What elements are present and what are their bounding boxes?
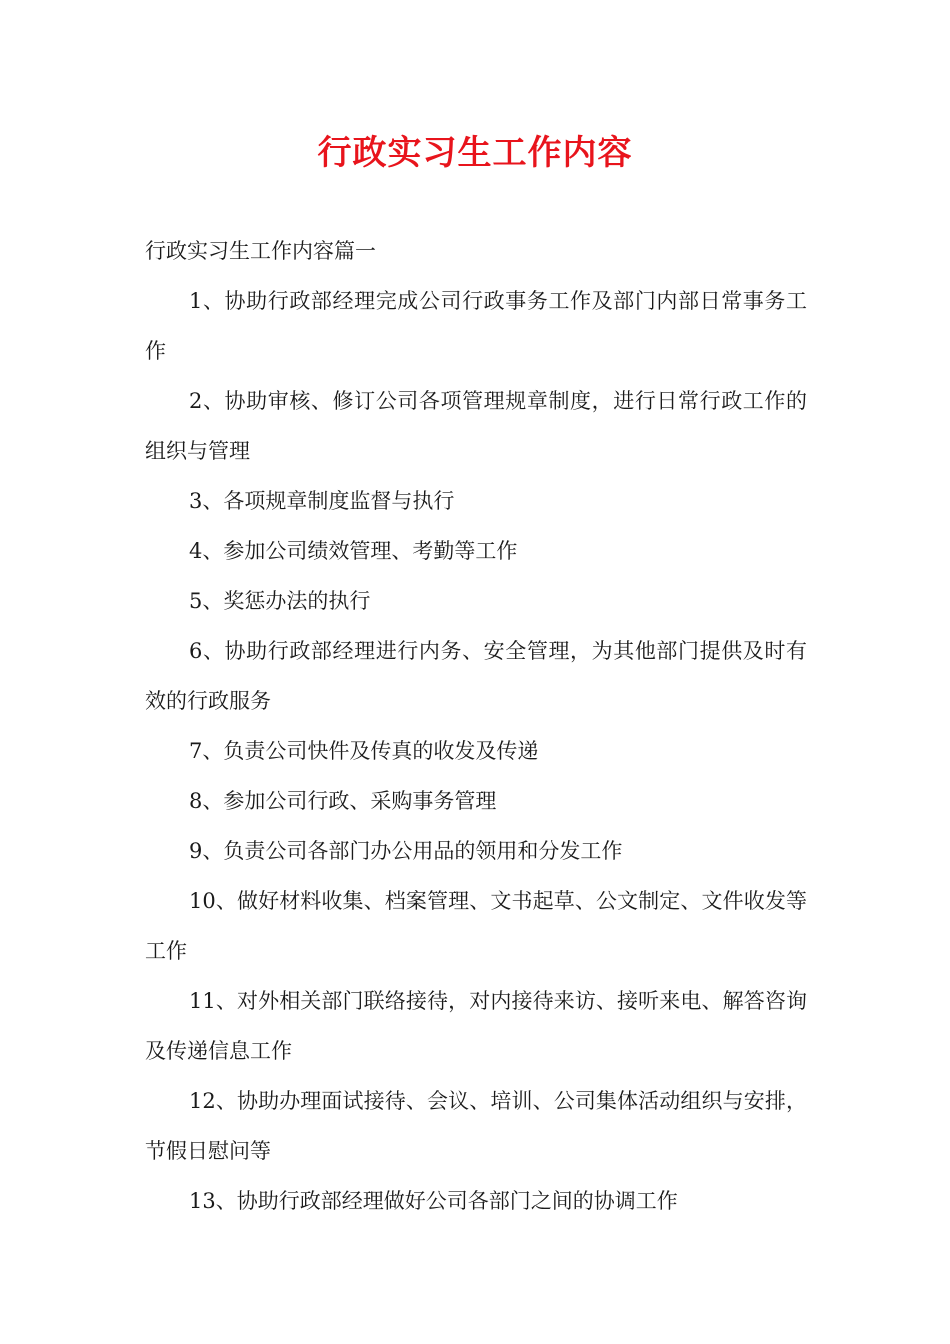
document-title: 行政实习生工作内容 [317, 133, 633, 173]
list-item: 4、参加公司绩效管理、考勤等工作 [189, 539, 518, 563]
list-item: 13、协助行政部经理做好公司各部门之间的协调工作 [189, 1189, 678, 1213]
list-item: 11、对外相关部门联络接待，对内接待来访、接听来电、解答咨询及传递信息工作 [145, 989, 807, 1063]
section-heading: 行政实习生工作内容篇一 [145, 239, 376, 263]
list-item: 1、协助行政部经理完成公司行政事务工作及部门内部日常事务工作 [145, 289, 807, 363]
list-item: 6、协助行政部经理进行内务、安全管理，为其他部门提供及时有效的行政服务 [145, 639, 807, 713]
list-item: 7、负责公司快件及传真的收发及传递 [189, 739, 539, 763]
document-body [145, 226, 807, 1226]
list-item: 5、奖惩办法的执行 [189, 589, 371, 613]
list-item: 10、做好材料收集、档案管理、文书起草、公文制定、文件收发等工作 [145, 889, 807, 963]
list-item: 8、参加公司行政、采购事务管理 [189, 789, 497, 813]
list-item: 9、负责公司各部门办公用品的领用和分发工作 [189, 839, 623, 863]
list-item: 2、协助审核、修订公司各项管理规章制度，进行日常行政工作的组织与管理 [145, 389, 807, 463]
list-item: 3、各项规章制度监督与执行 [189, 489, 455, 513]
list-item: 12、协助办理面试接待、会议、培训、公司集体活动组织与安排，节假日慰问等 [145, 1089, 807, 1163]
